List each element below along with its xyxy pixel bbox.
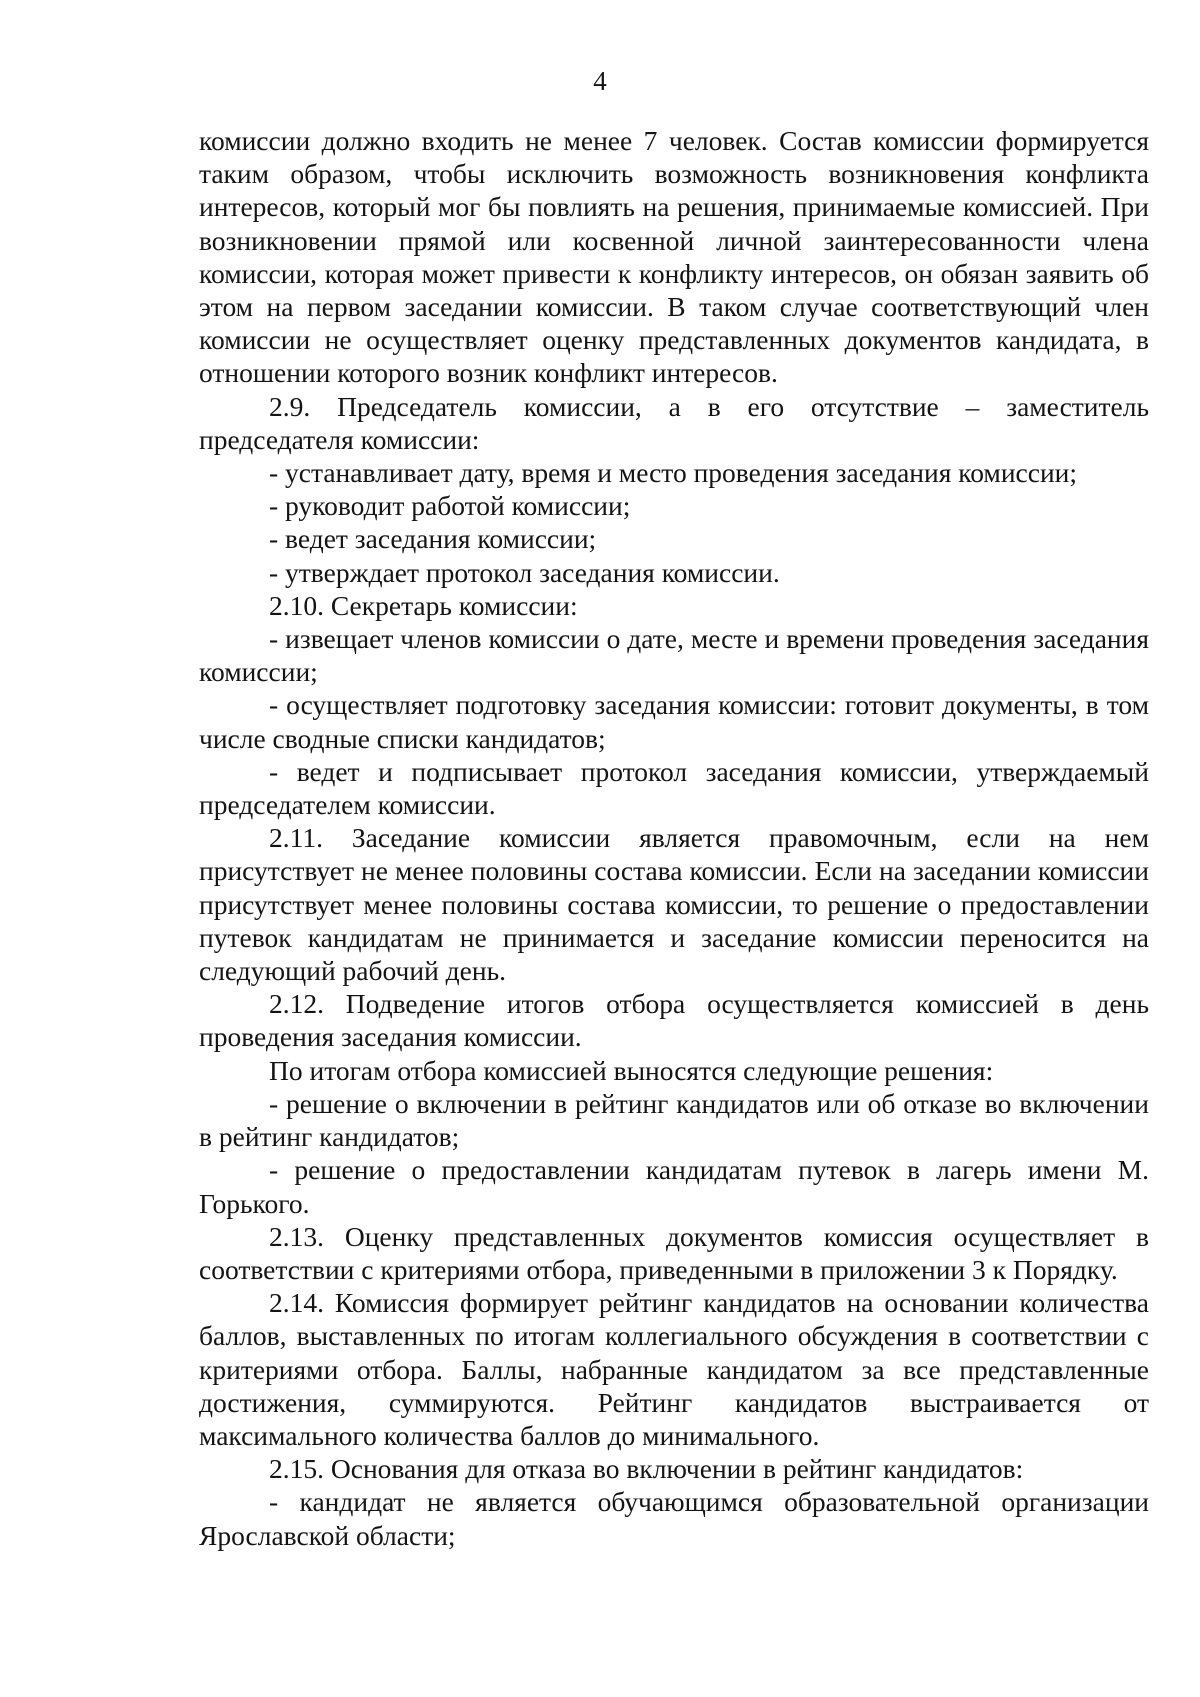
paragraph: 2.15. Основания для отказа во включении в рейтинг кандидатов: <box>269 1453 1024 1485</box>
list-item: - ведет заседания комиссии; <box>269 523 597 555</box>
list-item: - утверждает протокол заседания комиссии. <box>269 556 780 588</box>
paragraph: комиссии должно входить не менее 7 человек. Состав комиссии формируется таким образом, чтобы исключить возможность возникновения конфликта интересов, который мог бы повлиять на решения, принимаемые комиссией. При возникновении прямой или косвенной личной заинтересованности члена комиссии, которая может привести к конфликту интересов, он обязан заявить об этом на первом заседании комиссии. В таком случае соответствующий член комиссии не осуществляет оценку представленных документов кандидата, в отношении которого возник конфликт интересов. <box>199 125 1149 389</box>
list-item: - кандидат не является обучающимся образовательной организации Ярославской области; <box>199 1486 1149 1551</box>
page-number: 4 <box>593 66 607 96</box>
list-item: - руководит работой комиссии; <box>269 490 631 522</box>
paragraph: 2.11. Заседание комиссии является правомочным, если на нем присутствует не менее половины состава комиссии. Если на заседании комиссии присутствует менее половины состава комиссии, то решение о предоставлении путевок кандидатам не принимается и заседание комиссии переносится на следующий рабочий день. <box>199 822 1149 987</box>
paragraph: По итогам отбора комиссией выносятся следующие решения: <box>269 1054 994 1086</box>
paragraph: 2.9. Председатель комиссии, а в его отсутствие – заместитель председателя комиссии: <box>199 390 1149 455</box>
list-item: - устанавливает дату, время и место проведения заседания комиссии; <box>269 457 1078 489</box>
list-item: - ведет и подписывает протокол заседания комиссии, утверждаемый председателем комиссии. <box>199 755 1149 821</box>
list-item: - решение о включении в рейтинг кандидатов или об отказе во включении в рейтинг кандидатов; <box>199 1087 1149 1153</box>
paragraph: 2.14. Комиссия формирует рейтинг кандидатов на основании количества баллов, выставленных по итогам коллегиального обсуждения в соответствии с критериями отбора. Баллы, набранные кандидатом за все представленные достижения, суммируются. Рейтинг кандидатов выстраивается от максимального количества баллов до минимального. <box>199 1287 1149 1451</box>
document-body <box>199 124 1149 1552</box>
list-item: - решение о предоставлении кандидатам путевок в лагерь имени М. Горького. <box>199 1154 1149 1219</box>
paragraph: 2.10. Секретарь комиссии: <box>269 589 578 621</box>
list-item: - извещает членов комиссии о дате, месте и времени проведения заседания комиссии; <box>199 623 1149 688</box>
paragraph: 2.12. Подведение итогов отбора осуществляется комиссией в день проведения заседания комиссии. <box>199 988 1149 1053</box>
list-item: - осуществляет подготовку заседания комиссии: готовит документы, в том числе сводные списки кандидатов; <box>199 689 1149 754</box>
paragraph: 2.13. Оценку представленных документов комиссия осуществляет в соответствии с критериями отбора, приведенными в приложении 3 к Порядку. <box>199 1220 1149 1285</box>
